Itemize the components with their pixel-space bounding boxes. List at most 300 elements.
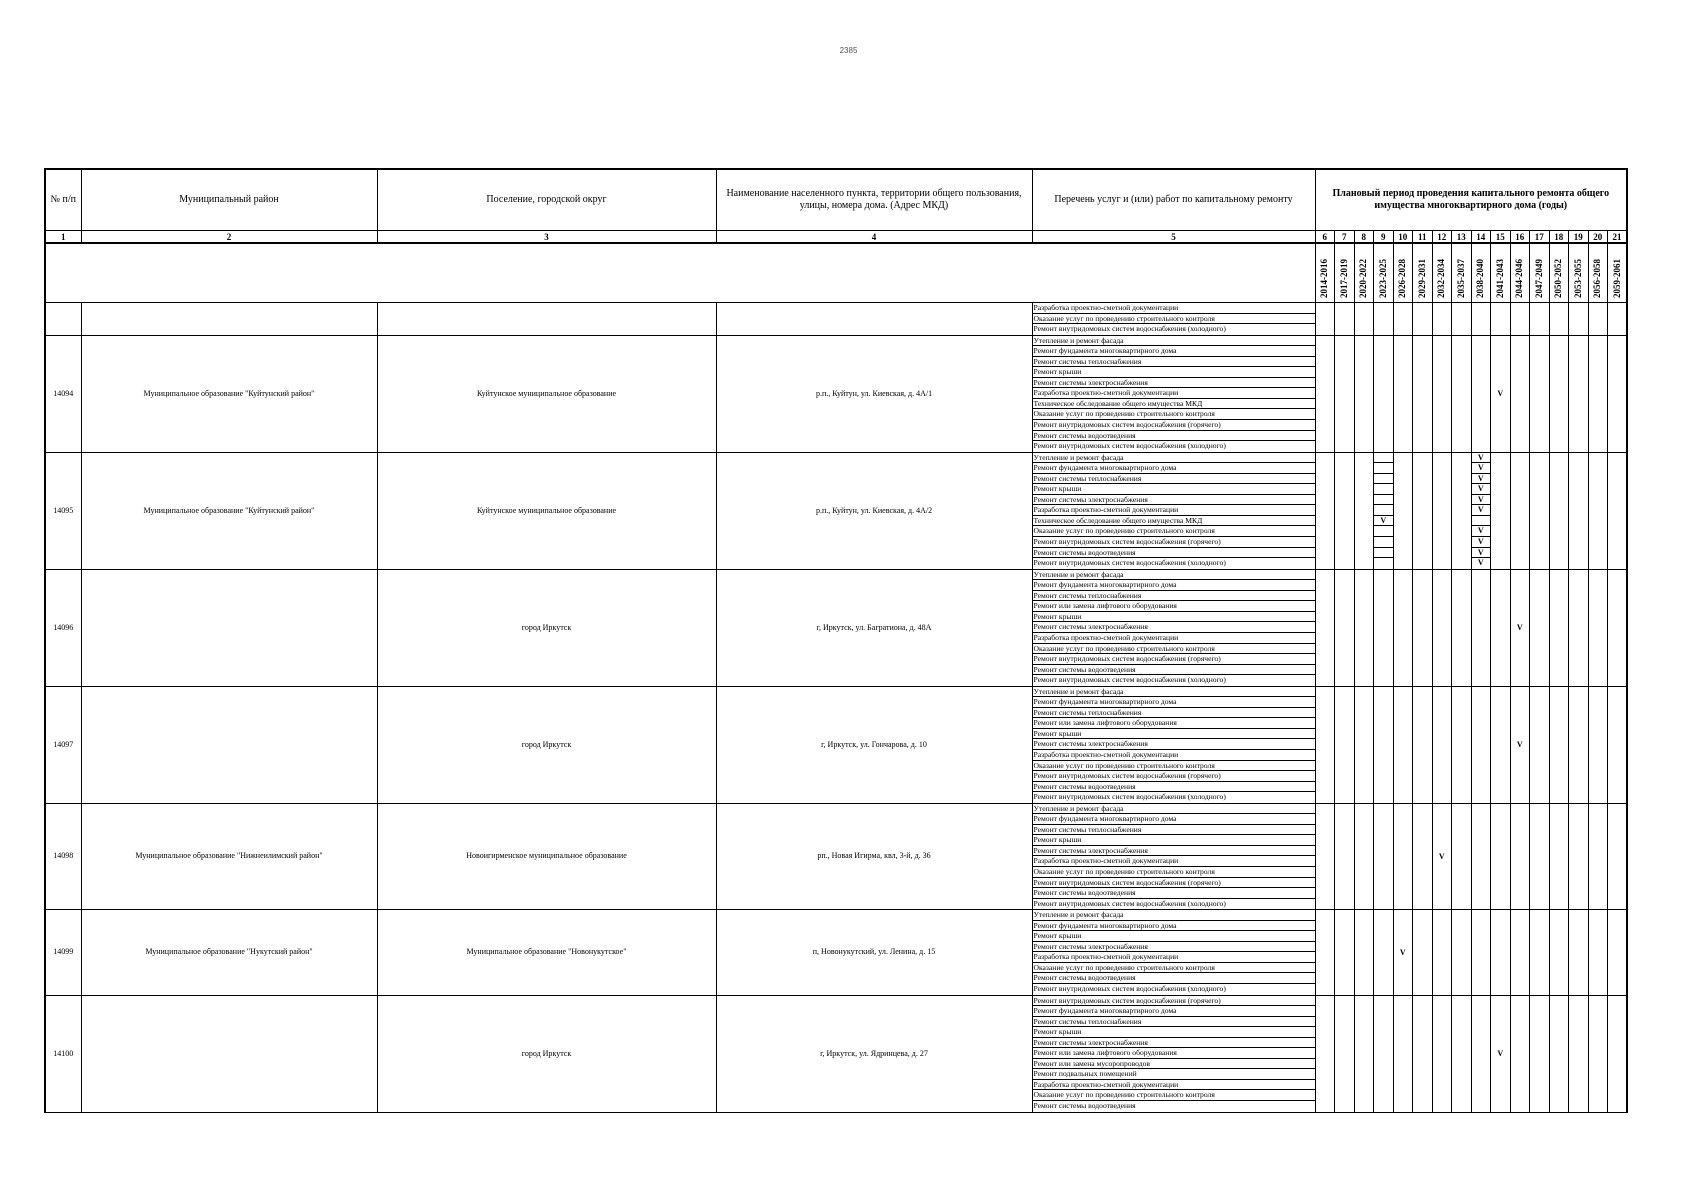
period-cell [1315,995,1335,1112]
period-cell [1588,335,1608,452]
work-item: Ремонт внутридомовых систем водоснабжения (горячего) [1033,654,1315,665]
period-cell [1530,452,1550,569]
work-item: Ремонт внутридомовых систем водоснабжения (холодного) [1033,675,1226,685]
column-number-13: 13 [1452,231,1472,244]
work-item: Ремонт или замена лифтового оборудования [1033,601,1315,612]
period-label: 2041-2043 [1494,259,1505,298]
page-number: 2385 [839,46,858,55]
work-item: Ремонт крыши [1033,729,1315,740]
period-cell [1510,803,1530,909]
work-item: Ремонт или замена лифтового оборудования [1033,1048,1315,1059]
period-cell [1510,335,1530,452]
period-cell [1549,686,1569,803]
period-cell [1549,569,1569,686]
period-cell [1510,303,1530,336]
period-cell [1471,995,1491,1112]
period-mark [1374,474,1393,485]
period-cell [1471,452,1491,569]
period-label: 2044-2046 [1514,259,1525,298]
work-item: Ремонт системы водоотведения [1033,973,1315,984]
period-mark: V [1472,474,1491,485]
period-cell [1374,452,1394,569]
period-cell [1432,569,1452,686]
work-item: Ремонт системы теплоснабжения [1033,708,1315,719]
work-item: Ремонт системы электроснабжения [1033,378,1315,389]
period-mark: V [1472,495,1491,506]
record-district: Муниципальное образование "Куйтунский район" [81,452,377,569]
column-number-17: 17 [1530,231,1550,244]
work-item: Техническое обследование общего имущества МКД [1033,399,1315,410]
record-address: р.п., Куйтун, ул. Киевская, д. 4А/1 [716,335,1032,452]
work-item: Ремонт фундамента многоквартирного дома [1033,814,1315,825]
work-item: Ремонт системы водоотведения [1033,782,1315,793]
period-cell [1452,452,1472,569]
period-cell [1354,335,1374,452]
work-item: Ремонт внутридомовых систем водоснабжения (холодного) [1033,792,1226,802]
work-item: Оказание услуг по проведению строительного контроля [1033,314,1315,325]
work-item: Разработка проектно-сметной документации [1033,750,1315,761]
capital-repair-table [44,168,1628,1113]
period-cell [1588,303,1608,336]
period-cell [1393,452,1413,569]
header-works: Перечень услуг и (или) работ по капитальному ремонту [1032,169,1315,231]
period-cell [1374,910,1394,995]
work-item: Ремонт внутридомовых систем водоснабжения (горячего) [1033,878,1315,889]
period-cell [1315,803,1335,909]
table-row [45,452,1627,569]
period-cell [1549,995,1569,1112]
period-cell [1549,335,1569,452]
work-item: Ремонт системы теплоснабжения [1033,1017,1315,1028]
work-item: Ремонт или замена лифтового оборудования [1033,718,1315,729]
period-cell [1510,569,1530,686]
period-label: 2053-2055 [1572,259,1583,298]
header-address: Наименование населенного пункта, территории общего пользования, улицы, номера дома. (Адрес МКД) [716,169,1032,231]
period-cell [1374,803,1394,909]
period-cell [1588,803,1608,909]
period-mark: V [1516,623,1523,633]
period-cell [1588,910,1608,995]
period-label: 2014-2016 [1319,259,1330,298]
period-cell [1374,995,1394,1112]
work-item: Утепление и ремонт фасада [1033,570,1315,581]
period-cell [1608,995,1628,1112]
work-item: Разработка проектно-сметной документации [1033,303,1315,314]
period-label: 2035-2037 [1455,259,1466,298]
column-number-3: 3 [377,231,716,244]
period-cell [1354,803,1374,909]
period-header-row [45,243,1627,303]
period-cell [1510,910,1530,995]
period-header [1354,243,1374,303]
period-mark: V [1438,851,1445,861]
period-label: 2023-2025 [1377,259,1388,298]
column-number-7: 7 [1335,231,1355,244]
period-cell [1569,803,1589,909]
period-cell [1354,452,1374,569]
work-item: Ремонт внутридомовых систем водоснабжения (горячего) [1033,420,1315,431]
work-item: Ремонт системы электроснабжения [1033,1038,1315,1049]
column-number-5: 5 [1032,231,1315,244]
record-address: рп., Новая Игирма, квл, 3-й, д. 36 [716,803,1032,909]
period-cell [1530,335,1550,452]
period-cell [1491,803,1511,909]
work-item: Ремонт крыши [1033,835,1315,846]
record-district: Муниципальное образование "Нукутский район" [81,910,377,995]
period-header [1374,243,1394,303]
period-cell [1530,303,1550,336]
period-cell [1491,569,1511,686]
period-cell [1315,910,1335,995]
period-cell [1432,686,1452,803]
period-mark [1472,516,1491,527]
record-district: Муниципальное образование "Нижнеилимский район" [81,803,377,909]
work-item: Утепление и ремонт фасада [1033,804,1315,815]
period-cell [1549,803,1569,909]
period-cell [1588,995,1608,1112]
column-number-18: 18 [1549,231,1569,244]
period-cell [1588,452,1608,569]
period-cell [1510,995,1530,1112]
period-label: 2029-2031 [1416,259,1427,298]
period-cell [1393,335,1413,452]
period-cell [1393,569,1413,686]
period-label: 2026-2028 [1397,259,1408,298]
work-item: Ремонт или замена мусоропроводов [1033,1059,1315,1070]
period-cell [1452,303,1472,336]
period-cell [1569,303,1589,336]
period-mark: V [1472,537,1491,548]
period-cell [1315,569,1335,686]
work-item: Ремонт крыши [1033,612,1315,623]
record-district [81,686,377,803]
period-cell [1335,686,1355,803]
period-cell [1452,910,1472,995]
period-cell [1530,803,1550,909]
record-settlement [377,303,716,336]
work-item: Ремонт фундамента многоквартирного дома [1033,346,1315,357]
work-item: Разработка проектно-сметной документации [1033,952,1315,963]
period-cell [1335,569,1355,686]
period-header [1569,243,1589,303]
period-header [1588,243,1608,303]
period-label: 2032-2034 [1436,259,1447,298]
work-item: Ремонт системы электроснабжения [1033,739,1315,750]
work-item: Ремонт внутридомовых систем водоснабжения (горячего) [1033,996,1315,1007]
period-cell [1335,303,1355,336]
header-plan-period: Плановый период проведения капитального ремонта общего имущества многоквартирного дома (годы) [1315,169,1627,231]
column-number-4: 4 [716,231,1032,244]
column-number-10: 10 [1393,231,1413,244]
period-cell [1588,569,1608,686]
record-number: 14096 [45,569,81,686]
period-header [1471,243,1491,303]
record-number: 14098 [45,803,81,909]
work-list [1032,303,1315,336]
record-settlement: город Иркутск [377,686,716,803]
work-item: Ремонт фундамента многоквартирного дома [1033,463,1315,474]
work-item: Ремонт внутридомовых систем водоснабжения (холодного) [1033,558,1226,568]
period-cell [1413,686,1433,803]
table-row [45,569,1627,686]
record-district [81,995,377,1112]
period-mark: V [1374,516,1393,527]
period-cell [1452,686,1472,803]
work-item: Оказание услуг по проведению строительного контроля [1033,963,1315,974]
work-item: Ремонт системы электроснабжения [1033,846,1315,857]
period-mark [1374,548,1393,559]
period-cell [1335,910,1355,995]
column-number-2: 2 [81,231,377,244]
record-address: р.п., Куйтун, ул. Киевская, д. 4А/2 [716,452,1032,569]
period-cell [1452,335,1472,452]
record-address: г, Иркутск, ул. Багратиона, д. 48А [716,569,1032,686]
period-label: 2059-2061 [1611,259,1622,298]
period-mark: V [1497,389,1504,399]
work-item: Ремонт крыши [1033,484,1315,495]
record-district [81,569,377,686]
period-mark: V [1472,526,1491,537]
period-cell [1530,569,1550,686]
period-cell [1354,910,1374,995]
work-list [1032,910,1315,995]
work-item: Разработка проектно-сметной документации [1033,1080,1315,1091]
period-cell [1374,303,1394,336]
period-cell [1432,910,1452,995]
column-number-19: 19 [1569,231,1589,244]
period-cell [1471,303,1491,336]
record-district [81,303,377,336]
period-cell [1491,335,1511,452]
period-header [1335,243,1355,303]
work-item: Ремонт внутридомовых систем водоснабжения (холодного) [1033,898,1226,908]
period-cell [1608,910,1628,995]
period-header [1432,243,1452,303]
column-number-1: 1 [45,231,81,244]
period-mark: V [1399,947,1406,957]
period-cell [1608,686,1628,803]
period-cell [1413,335,1433,452]
work-item: Ремонт фундамента многоквартирного дома [1033,697,1315,708]
period-header [1608,243,1628,303]
column-number-12: 12 [1432,231,1452,244]
period-cell [1608,452,1628,569]
work-item: Оказание услуг по проведению строительного контроля [1033,761,1315,772]
table-row [45,803,1627,909]
header-number: № п/п [45,169,81,231]
period-cell [1569,452,1589,569]
period-cell [1569,335,1589,452]
work-item: Разработка проектно-сметной документации [1033,633,1315,644]
work-item: Оказание услуг по проведению строительного контроля [1033,1090,1315,1101]
table-body [45,303,1627,1113]
work-list [1032,686,1315,803]
column-number-9: 9 [1374,231,1394,244]
period-header [1510,243,1530,303]
period-cell [1471,686,1491,803]
record-number: 14097 [45,686,81,803]
period-cell [1413,803,1433,909]
period-mark [1374,463,1393,474]
period-cell [1335,995,1355,1112]
work-item: Ремонт крыши [1033,367,1315,378]
period-cell [1569,910,1589,995]
period-mark [1374,558,1393,569]
work-item: Ремонт системы теплоснабжения [1033,474,1315,485]
period-cell [1510,452,1530,569]
record-district: Муниципальное образование "Куйтунский район" [81,335,377,452]
work-item: Ремонт внутридомовых систем водоснабжения (горячего) [1033,771,1315,782]
period-label: 2056-2058 [1592,259,1603,298]
record-number: 14094 [45,335,81,452]
work-item: Ремонт системы водоотведения [1033,431,1315,442]
period-cell [1335,803,1355,909]
work-item: Ремонт внутридомовых систем водоснабжения (холодного) [1033,324,1226,334]
period-cell [1608,569,1628,686]
work-item: Ремонт крыши [1033,1027,1315,1038]
period-cell [1471,335,1491,452]
period-cell [1413,910,1433,995]
period-cell [1569,995,1589,1112]
period-cell [1413,995,1433,1112]
period-header [1452,243,1472,303]
work-item: Оказание услуг по проведению строительного контроля [1033,867,1315,878]
period-cell [1491,686,1511,803]
work-item: Оказание услуг по проведению строительного контроля [1033,409,1315,420]
record-number [45,303,81,336]
period-cell [1491,995,1511,1112]
period-label: 2017-2019 [1338,259,1349,298]
column-number-6: 6 [1315,231,1335,244]
column-number-16: 16 [1510,231,1530,244]
period-cell [1608,803,1628,909]
work-item: Ремонт фундамента многоквартирного дома [1033,1006,1315,1017]
period-header [1315,243,1335,303]
period-header [1549,243,1569,303]
period-header [1530,243,1550,303]
period-cell [1393,910,1413,995]
work-item: Ремонт системы водоотведения [1033,1101,1136,1111]
work-list [1032,569,1315,686]
header-district: Муниципальный район [81,169,377,231]
period-cell [1491,452,1511,569]
work-list [1032,452,1315,569]
period-cell [1432,995,1452,1112]
work-item: Ремонт подвальных помещений [1033,1069,1315,1080]
work-item: Ремонт внутридомовых систем водоснабжения (холодного) [1033,441,1226,451]
work-item: Ремонт крыши [1033,931,1315,942]
period-mark: V [1497,1049,1504,1059]
period-cell [1549,452,1569,569]
work-item: Ремонт внутридомовых систем водоснабжения (холодного) [1033,984,1226,993]
work-item: Ремонт системы теплоснабжения [1033,825,1315,836]
period-cell [1608,303,1628,336]
work-item: Ремонт внутридомовых систем водоснабжения (горячего) [1033,537,1315,548]
work-item: Ремонт системы электроснабжения [1033,622,1315,633]
period-cell [1374,686,1394,803]
period-label: 2020-2022 [1358,259,1369,298]
period-cell [1471,569,1491,686]
period-cell [1413,452,1433,569]
record-address [716,303,1032,336]
record-address: п, Новонукутский, ул. Ленина, д. 15 [716,910,1032,995]
period-cell [1432,303,1452,336]
period-cell [1393,803,1413,909]
record-number: 14100 [45,995,81,1112]
period-cell [1491,303,1511,336]
period-cell [1315,686,1335,803]
period-cell [1374,335,1394,452]
work-item: Ремонт системы водоотведения [1033,665,1315,676]
work-item: Ремонт системы теплоснабжения [1033,357,1315,368]
work-item: Оказание услуг по проведению строительного контроля [1033,644,1315,655]
period-cell [1569,686,1589,803]
column-number-20: 20 [1588,231,1608,244]
period-cell [1471,910,1491,995]
period-cell [1393,303,1413,336]
period-cell [1452,803,1472,909]
column-number-11: 11 [1413,231,1433,244]
period-cell [1608,335,1628,452]
period-mark: V [1516,740,1523,750]
period-cell [1510,686,1530,803]
period-header [1491,243,1511,303]
header-settlement: Поселение, городской округ [377,169,716,231]
period-cell [1432,452,1452,569]
work-list [1032,803,1315,909]
record-settlement: город Иркутск [377,995,716,1112]
period-mark [1374,484,1393,495]
period-cell [1549,303,1569,336]
period-header-spacer [45,243,1315,303]
period-mark: V [1472,505,1491,516]
period-header [1393,243,1413,303]
period-cell [1315,452,1335,569]
work-item: Ремонт системы водоотведения [1033,548,1315,559]
period-cell [1530,910,1550,995]
period-cell [1354,995,1374,1112]
period-cell [1315,335,1335,452]
record-settlement: Куйтунское муниципальное образование [377,335,716,452]
work-item: Ремонт системы электроснабжения [1033,942,1315,953]
period-cell [1569,569,1589,686]
period-cell [1432,803,1452,909]
record-number: 14099 [45,910,81,995]
period-cell [1354,303,1374,336]
period-mark: V [1472,463,1491,474]
table-row [45,303,1627,336]
work-item: Разработка проектно-сметной документации [1033,856,1315,867]
table-row [45,910,1627,995]
period-cell [1413,303,1433,336]
table-row [45,686,1627,803]
period-cell [1452,569,1472,686]
period-cell [1354,686,1374,803]
period-mark [1374,453,1393,464]
record-settlement: город Иркутск [377,569,716,686]
work-item: Утепление и ремонт фасада [1033,453,1315,464]
period-cell [1413,569,1433,686]
work-item: Разработка проектно-сметной документации [1033,388,1315,399]
work-item: Техническое обследование общего имущества МКД [1033,516,1315,527]
table-row [45,335,1627,452]
work-item: Ремонт системы водоотведения [1033,888,1315,899]
period-cell [1374,569,1394,686]
period-mark [1374,505,1393,516]
period-mark: V [1472,484,1491,495]
record-address: г, Иркутск, ул. Гончарова, д. 10 [716,686,1032,803]
period-cell [1530,995,1550,1112]
